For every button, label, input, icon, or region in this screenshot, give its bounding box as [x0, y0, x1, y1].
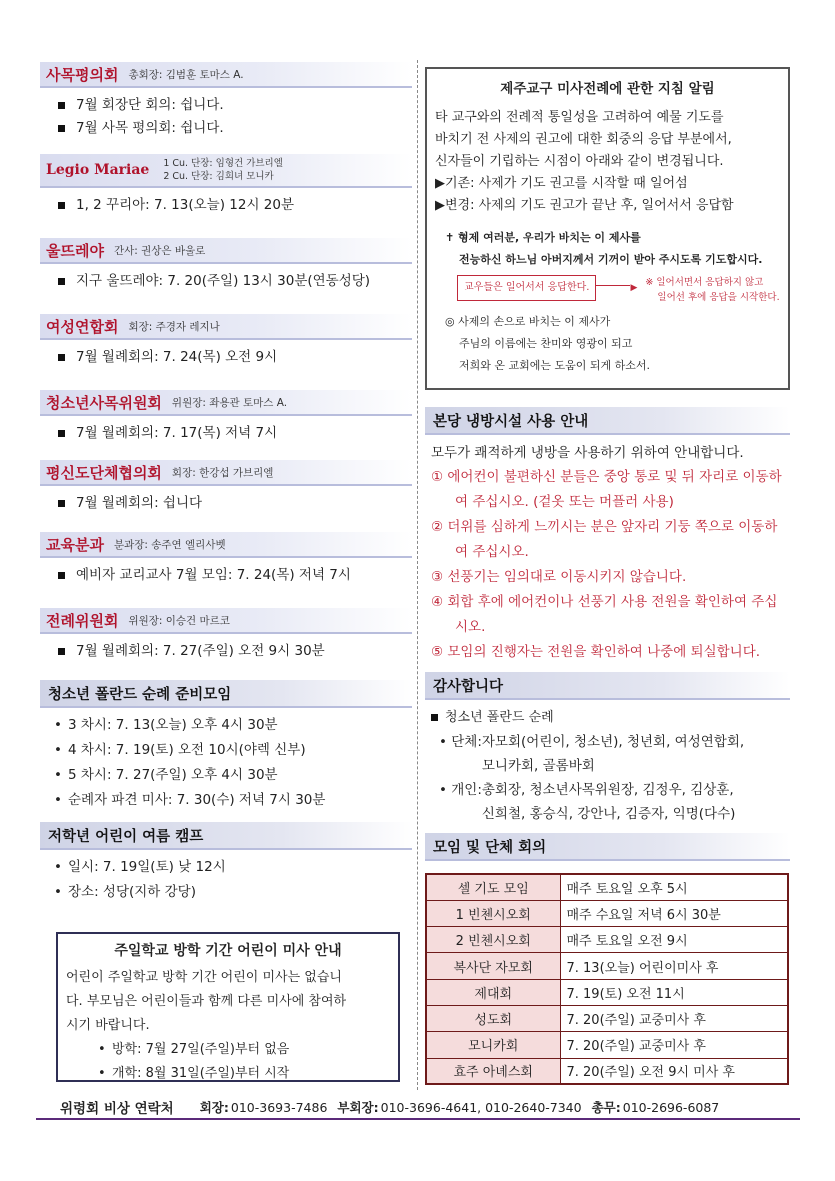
arrow-line [596, 285, 630, 286]
section-header [425, 833, 790, 861]
section-header [40, 680, 412, 708]
section-items [40, 708, 412, 813]
table-row [426, 1032, 788, 1058]
list-item: 7월 월례회의: 쉽니다 [58, 492, 412, 515]
list-item: 7월 월례회의: 7. 27(주일) 오전 9시 30분 [58, 640, 412, 663]
section-title: 여성연합회 [46, 317, 119, 336]
section-title: 감사합니다 [433, 678, 504, 695]
section-header [425, 672, 790, 700]
section-education [40, 532, 412, 608]
meetings-section [425, 833, 790, 1085]
list-item: ④ 회합 후에 에어컨이나 선풍기 사용 전원을 확인하여 주십시오. [431, 594, 778, 635]
body-line: 신자들이 기립하는 시점이 아래와 같이 변경됩니다. [435, 154, 724, 169]
section-items [40, 486, 412, 515]
value-line: 총회장, 청소년사목위원장, 김정우, 김상훈, [481, 782, 734, 798]
list-item: 예비자 교리교사 7월 모임: 7. 24(목) 저녁 7시 [58, 564, 412, 587]
list-item: ⑤ 모임의 진행자는 전원을 확인하여 나중에 퇴실합니다. [431, 644, 761, 660]
section-subtitle: 위원장: 좌용관 토마스 A. [171, 396, 288, 409]
body-line: 바치기 전 사제의 권고에 대한 회중의 응답 부분에서, [435, 132, 732, 147]
section-header [40, 62, 412, 88]
priest-line [445, 249, 780, 271]
box-title: 주일학교 방학 기간 어린이 미사 안내 [114, 943, 342, 959]
list-item: • 4 차시: 7. 19(토) 오전 10시(야렉 신부) [54, 738, 412, 763]
list-item: 7월 회장단 회의: 쉽니다. [58, 94, 412, 117]
section-header [40, 608, 412, 634]
section-title: 사목평의회 [46, 65, 119, 84]
box-body [435, 107, 780, 173]
table-row [426, 1005, 788, 1031]
section-pastoral-council [40, 62, 412, 150]
section-title: 평신도단체협의회 [46, 463, 162, 482]
section-subtitle: 분과장: 송주연 엘리사벳 [113, 538, 226, 551]
list-item: • 개학: 8월 31일(주일)부터 시작 [98, 1062, 390, 1086]
body-line: 타 교구와의 전례적 통일성을 고려하여 예물 기도를 [435, 110, 724, 125]
section-subtitle: 회장: 주경자 레지나 [128, 320, 220, 333]
row-value [482, 730, 744, 778]
thanks-section [425, 672, 790, 826]
section-items [40, 188, 412, 217]
section-header [40, 532, 412, 558]
meeting-name: 효주 아녜스회 [426, 1058, 560, 1084]
section-ultreya [40, 238, 412, 314]
box-title: 제주교구 미사전례에 관한 지침 알림 [500, 81, 715, 97]
list-item: • 장소: 성당(지하 강당) [54, 880, 412, 905]
people-line: ◎ 사제의 손으로 바치는 이 제사가 [445, 315, 611, 328]
row-label: • 개인: [439, 782, 482, 798]
president-phone: 010-3693-7486 [230, 1099, 328, 1115]
section-title: 본당 냉방시설 사용 안내 [433, 413, 589, 430]
arrow-head-icon: ▶ [630, 283, 638, 293]
general-manager-phone: 010-2696-6087 [622, 1099, 720, 1115]
section-laity-council [40, 460, 412, 532]
section-header [40, 460, 412, 486]
meeting-name: 모니카회 [426, 1032, 560, 1058]
liturgy-notice-box [425, 67, 790, 390]
priest-line [445, 227, 780, 249]
section-header [40, 238, 412, 264]
vice-president-phone: 010-3696-4641, 010-2640-7340 [380, 1099, 582, 1115]
list-item: 1, 2 꾸리아: 7. 13(오늘) 12시 20분 [58, 194, 412, 217]
row-label: • 단체: [439, 734, 482, 750]
section-subtitle: 총회장: 김범훈 토마스 A. [128, 68, 244, 81]
section-title: 울뜨레야 [46, 241, 104, 260]
box-body [66, 966, 390, 1038]
section-liturgy-committee [40, 608, 412, 680]
footer-title: 위령회 비상 연락처 [60, 1101, 174, 1117]
meeting-time: 매주 토요일 오후 5시 [560, 874, 788, 900]
section-subtitle: 간사: 권상은 바울로 [113, 244, 206, 257]
meetings-table [425, 873, 789, 1085]
section-title: 청소년 폴란드 순례 준비모임 [48, 686, 232, 703]
body-line: 시기 바랍니다. [66, 1018, 150, 1033]
section-youth-committee [40, 390, 412, 460]
red-note-line: 일어선 후에 응답을 시작한다. [657, 292, 780, 303]
value-line: 모니카회, 골롬바회 [481, 758, 595, 774]
list-item: • 3 차시: 7. 13(오늘) 오후 4시 30분 [54, 713, 412, 738]
thanks-groups [425, 730, 790, 778]
general-manager-label: 총무: [591, 1100, 621, 1115]
row-value [482, 778, 736, 826]
body-line: 다. 부모님은 어린이들과 함께 다른 미사에 참여하 [66, 994, 347, 1009]
list-item: ① 에어컨이 불편하신 분들은 중앙 통로 및 뒤 자리로 이동하여 주십시오. (겉옷 또는 머플러 사용) [431, 469, 782, 510]
section-title: Legio Mariae [46, 162, 150, 178]
list-item: • 순례자 파견 미사: 7. 30(수) 저녁 7시 30분 [54, 788, 412, 813]
meeting-name: 제대회 [426, 979, 560, 1005]
section-subtitle: 회장: 한강섭 가브리엘 [171, 466, 274, 479]
thanks-persons [425, 778, 790, 826]
meeting-time: 7. 20(주일) 오전 9시 미사 후 [560, 1058, 788, 1084]
section-title: 교육분과 [46, 535, 104, 554]
list-item: 7월 월례회의: 7. 17(목) 저녁 7시 [58, 422, 412, 445]
list-item: • 일시: 7. 19일(토) 낮 12시 [54, 855, 412, 880]
emergency-contact-footer [36, 1096, 800, 1120]
column-divider [417, 60, 418, 1090]
president-label: 회장: [199, 1100, 229, 1115]
after-change: ▶변경: 사제의 기도 권고가 끝난 후, 일어서서 응답함 [435, 198, 734, 213]
meeting-name: 셀 기도 모임 [426, 874, 560, 900]
section-title: 청소년사목위원회 [46, 393, 162, 412]
section-items [40, 340, 412, 369]
leader-1: 1 Cu. 단장: 임형건 가브리엘 [163, 158, 283, 169]
before-change: ▶기존: 사제가 기도 권고를 시작할 때 일어섬 [435, 176, 688, 191]
section-title: 저학년 어린이 여름 캠프 [48, 828, 204, 845]
section-title: 모임 및 단체 회의 [433, 839, 547, 856]
section-header [425, 407, 790, 435]
section-poland-pilgrimage [40, 680, 412, 822]
meeting-time: 매주 수요일 저녁 6시 30분 [560, 900, 788, 926]
table-row [426, 874, 788, 900]
section-header [40, 154, 412, 188]
meeting-time: 7. 19(토) 오전 11시 [560, 979, 788, 1005]
meeting-time: 7. 13(오늘) 어린이미사 후 [560, 953, 788, 979]
value-line: 신희철, 홍승식, 강안나, 김증자, 익명(다수) [481, 806, 736, 822]
section-title: 전례위원회 [46, 611, 119, 630]
body-line: 어린이 주일학교 방학 기간 어린이 미사는 없습니 [66, 970, 342, 985]
aircon-section [425, 407, 790, 665]
list-item: 7월 월례회의: 7. 24(목) 오전 9시 [58, 346, 412, 369]
meeting-name: 성도회 [426, 1005, 560, 1031]
people-line: 저희와 온 교회에는 도움이 되게 하소서. [459, 359, 650, 372]
section-legio-mariae [40, 154, 412, 238]
meeting-name: 복사단 자모회 [426, 953, 560, 979]
meeting-name: 1 빈첸시오회 [426, 900, 560, 926]
red-note-line: ※ 일어서면서 응답하지 않고 [645, 277, 764, 288]
table-row [426, 1058, 788, 1084]
section-header [40, 314, 412, 340]
prayer-example [435, 227, 780, 377]
section-items [40, 558, 412, 587]
section-items [40, 88, 412, 140]
section-items [40, 264, 412, 293]
table-row [426, 900, 788, 926]
section-subtitle: 위원장: 이승건 마르코 [128, 614, 230, 627]
section-header [40, 822, 412, 850]
section-items [40, 850, 412, 905]
thanks-category: 청소년 폴란드 순례 [425, 706, 790, 730]
value-line: 자모회(어린이, 청소년), 청년회, 여성연합회, [481, 734, 745, 750]
list-item: ③ 선풍기는 임의대로 이동시키지 않습니다. [431, 569, 687, 585]
vice-president-label: 부회장: [337, 1100, 379, 1115]
box-list [66, 1038, 390, 1086]
section-summer-camp [40, 822, 412, 912]
section-items [40, 416, 412, 445]
section-header [40, 390, 412, 416]
red-note [645, 275, 779, 305]
legio-leaders [163, 157, 283, 183]
section-intro: 모두가 쾌적하게 냉방을 사용하기 위하여 안내합니다. [431, 445, 744, 461]
meeting-time: 매주 토요일 오전 9시 [560, 927, 788, 953]
list-item: 7월 사목 평의회: 쉽니다. [58, 117, 412, 140]
response-box: 교우들은 일어서서 응답한다. [457, 275, 596, 301]
priest-line-text: ✝ 형제 여러분, 우리가 바치는 이 제사를 [445, 231, 641, 244]
people-line: 주님의 이름에는 찬미와 영광이 되고 [459, 337, 633, 350]
table-row [426, 953, 788, 979]
table-row [426, 979, 788, 1005]
response-row [445, 275, 780, 305]
table-row [426, 927, 788, 953]
meeting-time: 7. 20(주일) 교중미사 후 [560, 1005, 788, 1031]
priest-line-text: 전능하신 하느님 아버지께서 기꺼이 받아 주시도록 기도합시다. [459, 253, 763, 266]
leader-2: 2 Cu. 단장: 김희녀 모니카 [163, 171, 274, 182]
list-item: • 방학: 7월 27일(주일)부터 없음 [98, 1038, 390, 1062]
list-item: 지구 울뜨레야: 7. 20(주일) 13시 30분(연동성당) [58, 270, 412, 293]
list-item: • 5 차시: 7. 27(주일) 오후 4시 30분 [54, 763, 412, 788]
meeting-name: 2 빈첸시오회 [426, 927, 560, 953]
section-women-association [40, 314, 412, 390]
meeting-time: 7. 20(주일) 교중미사 후 [560, 1032, 788, 1058]
left-column [40, 62, 412, 912]
children-mass-notice-box [56, 932, 400, 1082]
list-item: ② 더위를 심하게 느끼시는 분은 앞자리 기둥 쪽으로 이동하여 주십시오. [431, 519, 778, 560]
section-items [40, 634, 412, 663]
